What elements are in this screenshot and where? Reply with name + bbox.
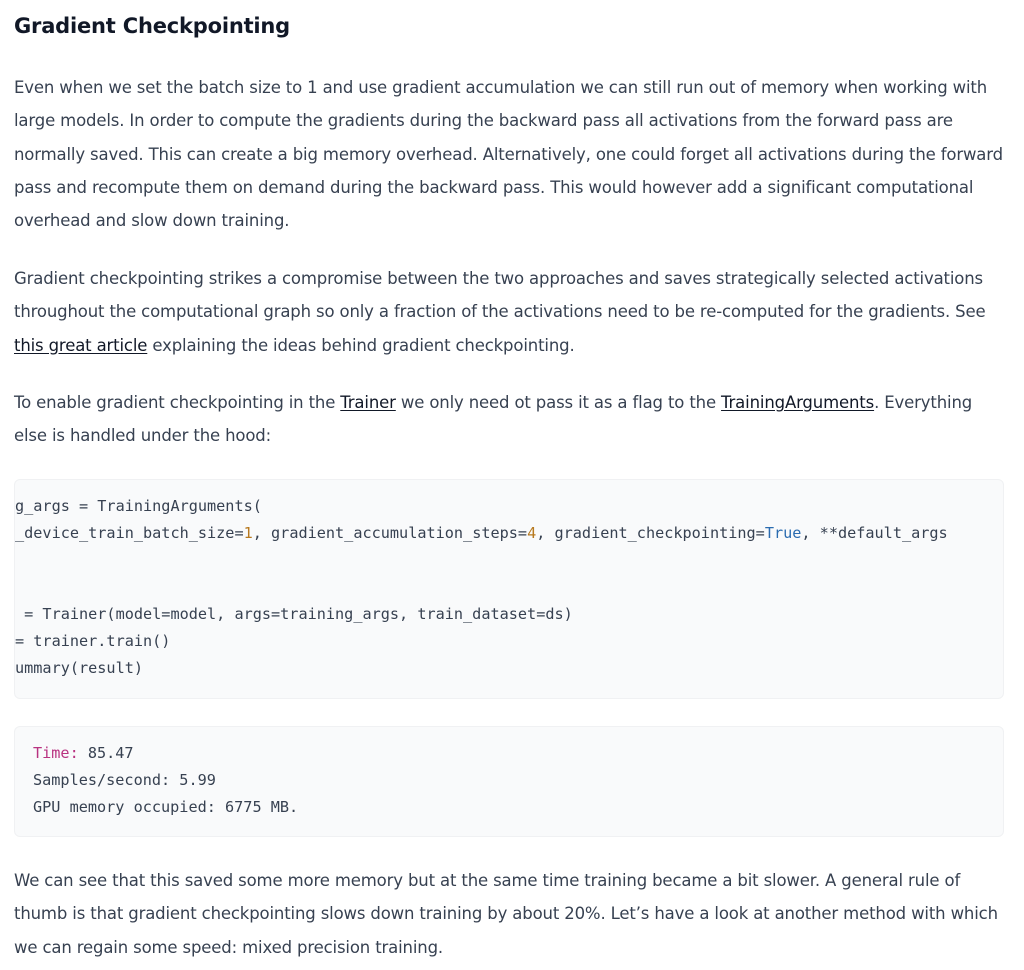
code-keyword: True (764, 524, 802, 542)
output-line-gpu-memory: GPU memory occupied: 6775 MB. (33, 798, 299, 816)
trainer-link[interactable]: Trainer (340, 393, 396, 412)
code-line: ummary(result) (15, 659, 144, 677)
code-line: g_args = TrainingArguments( (15, 497, 262, 515)
code-number: 4 (527, 524, 537, 542)
paragraph-text: To enable gradient checkpointing in the (14, 393, 341, 412)
code-number: 1 (243, 524, 253, 542)
output-line-time (33, 744, 134, 762)
code-token: _device_train_batch_size= (15, 524, 244, 542)
code-line (15, 524, 948, 542)
training-arguments-link[interactable]: TrainingArguments (721, 393, 875, 412)
paragraph-text: we only need ot pass it as a flag to the (395, 393, 722, 412)
paragraph-text: explaining the ideas behind gradient checkpointing. (147, 335, 575, 355)
great-article-link[interactable]: this great article (14, 335, 148, 355)
output-line-samples: Samples/second: 5.99 (33, 771, 216, 789)
output-label: Time: (33, 744, 79, 762)
code-block-training[interactable] (14, 479, 1004, 699)
paragraph-memory-intro: Even when we set the batch size to 1 and use gradient accumulation we can still run out of memory when working with large models. In order to compute the gradients during the backward pass all activations from the forward pass are normally saved. This can create a big memory overhead. Alternatively, one could forget all activations during the forward pass and recompute them on demand during the backward pass. This would however add a significant computational overhead and slow down training. (14, 78, 1003, 231)
paragraph-checkpointing-explained (14, 262, 1004, 362)
code-token: , gradient_accumulation_steps= (252, 524, 528, 542)
code-token: , **default_args (801, 524, 948, 542)
paragraph-conclusion: We can see that this saved some more memory but at the same time training became a bit slower. A general rule of thumb is that gradient checkpointing slows down training by about 20%. Let’s have a look at another method with which we can regain some speed: mixed precision training. (14, 871, 998, 957)
paragraph-text: Gradient checkpointing strikes a compromise between the two approaches and saves strategically selected activations throughout the computational graph so only a fraction of the activations need to be re-computed for the gradients. See (14, 269, 986, 322)
section-title: Gradient Checkpointing (14, 14, 290, 38)
paragraph-text: . Everything else is handled under the hood: (14, 393, 973, 446)
code-token: , gradient_checkpointing= (536, 524, 765, 542)
code-line: = trainer.train() (15, 632, 171, 650)
code-line: = Trainer(model=model, args=training_args, train_dataset=ds) (15, 605, 573, 623)
code-block-output[interactable] (14, 726, 1004, 837)
output-value: 85.47 (78, 744, 134, 762)
paragraph-enable-checkpointing (14, 386, 1004, 453)
